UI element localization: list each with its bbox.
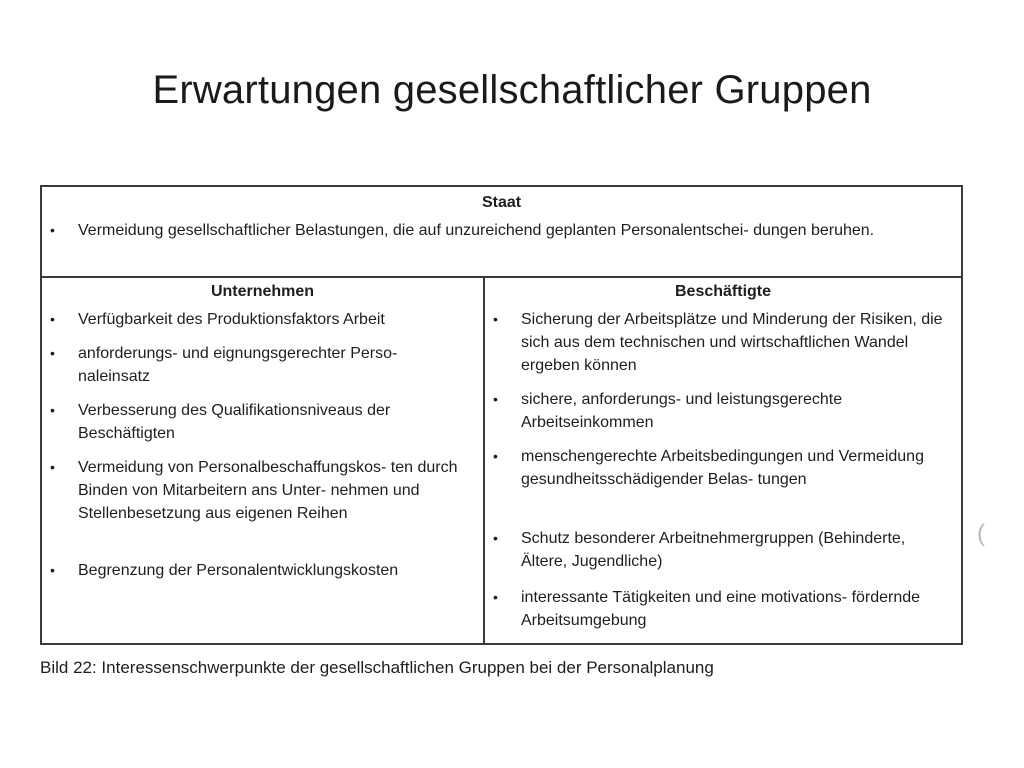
unternehmen-item-text: Verbesserung des Qualifikationsniveaus der Beschäftigten — [78, 402, 391, 442]
unternehmen-item-text: Begrenzung der Personalentwicklungskosten — [78, 562, 399, 579]
beschaeftigte-heading: Beschäftigte — [674, 283, 772, 300]
interest-table — [40, 185, 963, 645]
list-item — [485, 445, 945, 491]
figure-caption: Bild 22: Interessenschwerpunkte der gesellschaftlichen Gruppen bei der Personalplanung — [40, 658, 714, 677]
list-item — [42, 559, 482, 582]
unternehmen-column — [42, 278, 485, 643]
list-item — [485, 308, 945, 377]
bullet-icon: • — [50, 562, 55, 578]
bullet-icon: • — [50, 345, 55, 361]
list-item — [42, 342, 466, 388]
list-item — [485, 527, 915, 573]
beschaeftigte-item-text: Schutz besonderer Arbeitnehmergruppen (Behinderte, Ältere, Jugendliche) — [521, 530, 906, 570]
beschaeftigte-item-text: menschengerechte Arbeitsbedingungen und Vermeidung gesundheitsschädigender Belas- tungen — [521, 448, 924, 488]
side-mark: ( — [977, 520, 985, 547]
list-item — [42, 399, 466, 445]
unternehmen-item-text: anforderungs- und eignungsgerechter Perso- naleinsatz — [78, 345, 398, 385]
bullet-icon: • — [50, 311, 55, 327]
staat-item-text: Vermeidung gesellschaftlicher Belastungen, die auf unzureichend geplanten Personalentschei- dungen beruhen. — [78, 222, 875, 239]
staat-heading: Staat — [481, 194, 522, 211]
beschaeftigte-item-text: sichere, anforderungs- und leistungsgerechte Arbeitseinkommen — [521, 391, 843, 431]
bullet-icon: • — [50, 459, 55, 475]
unternehmen-heading: Unternehmen — [210, 283, 315, 300]
bullet-icon: • — [493, 530, 498, 546]
bullet-icon: • — [50, 402, 55, 418]
staat-section — [42, 187, 961, 278]
bullet-icon: • — [493, 448, 498, 464]
beschaeftigte-item-text: interessante Tätigkeiten und eine motivations- fördernde Arbeitsumgebung — [521, 589, 921, 629]
beschaeftigte-column — [485, 278, 961, 643]
list-item — [42, 308, 482, 331]
unternehmen-item-text: Vermeidung von Personalbeschaffungskos- ten durch Binden von Mitarbeitern ans Unter- nehmen und Stellenbesetzung aus eigenen Reihen — [78, 459, 458, 522]
bullet-icon: • — [50, 222, 55, 238]
bullet-icon: • — [493, 311, 498, 327]
list-item — [485, 586, 945, 632]
beschaeftigte-item-text: Sicherung der Arbeitsplätze und Minderung der Risiken, die sich aus dem technischen und wirtschaftlichen Wandel ergeben können — [521, 311, 943, 374]
unternehmen-item-text: Verfügbarkeit des Produktionsfaktors Arbeit — [78, 311, 385, 328]
slide-title: Erwartungen gesellschaftlicher Gruppen — [152, 68, 872, 112]
bullet-icon: • — [493, 391, 498, 407]
bullet-icon: • — [493, 589, 498, 605]
list-item — [42, 456, 466, 525]
list-item — [485, 388, 945, 434]
list-item — [42, 219, 922, 242]
